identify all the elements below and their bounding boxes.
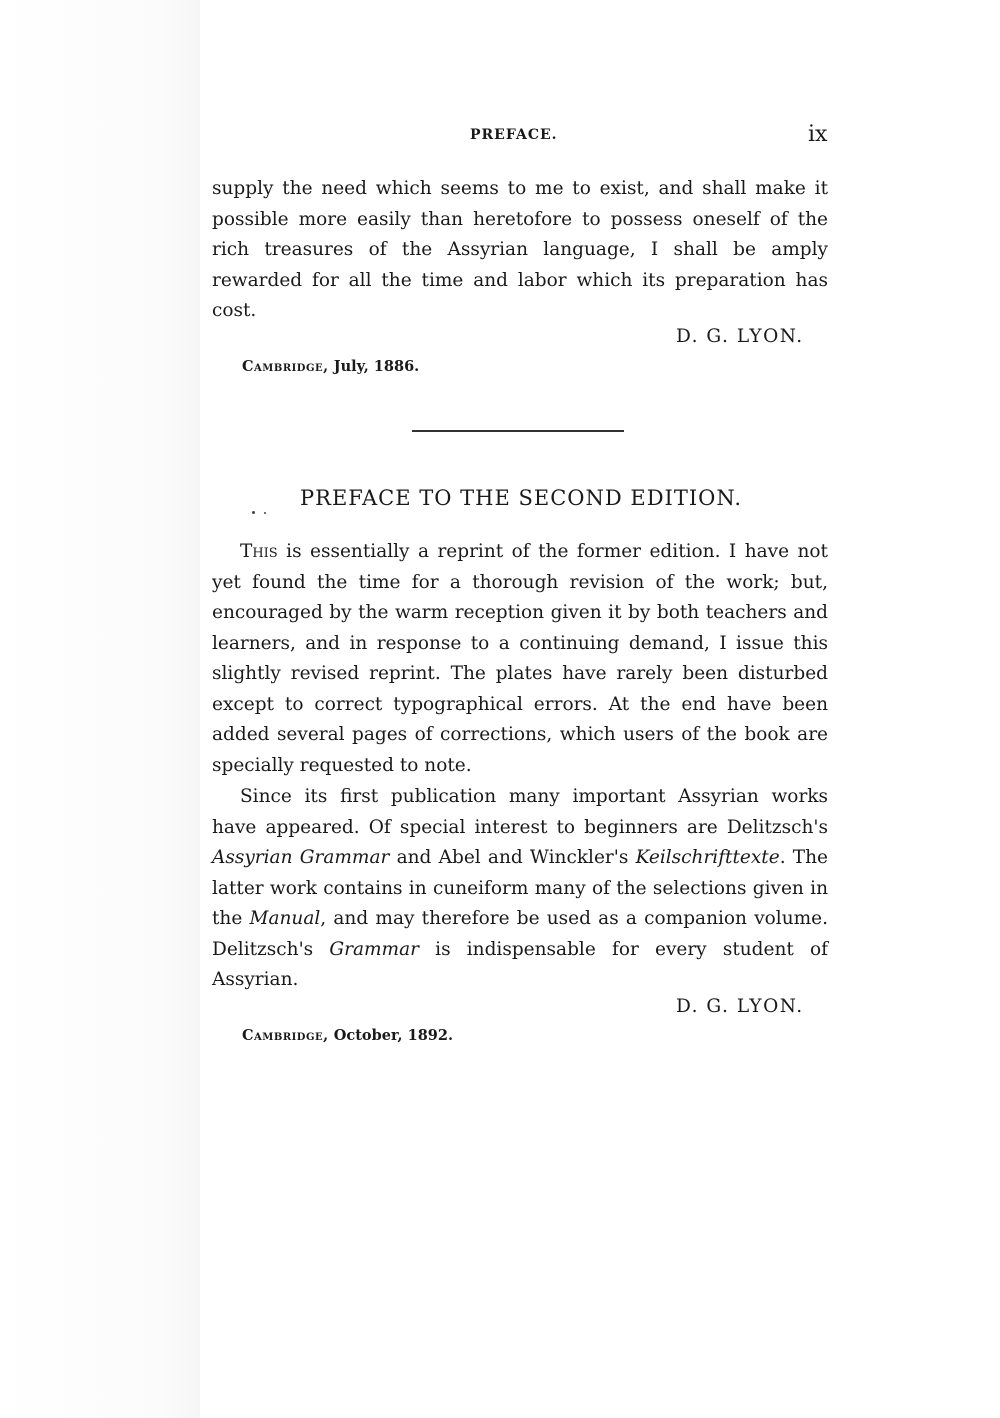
first-preface-signature: D. G. LYON.	[676, 326, 804, 347]
second-preface-paragraph-2	[212, 782, 828, 996]
dateline-place: Cambridge,	[242, 358, 329, 375]
first-preface-dateline	[242, 358, 419, 375]
paragraph-text: . The latter work contains in cuneiform many of the selections given in the	[212, 847, 829, 929]
second-preface-signature: D. G. LYON.	[676, 996, 804, 1017]
paragraph-text: Since its first publication many important Assyrian works have appeared. Of special interest to beginners are Delitzsch's	[212, 786, 828, 838]
page-number: ix	[808, 122, 828, 147]
paragraph-text: is indispensable for every student of Assyrian.	[212, 938, 828, 990]
book-title-italic: Keilschrifttexte	[635, 847, 780, 868]
paragraph-text: is essentially a reprint of the former edition. I have not yet found the time for a thorough revision of the work; but, encouraged by the warm reception given it by both teachers and learners, and in response to a continuing demand, I issue this slightly revised reprint. The plates have rarely been disturbed except to correct typographical errors. At the end have been added several pages of corrections, which users of the book are specially requested to note.	[212, 541, 828, 776]
dateline-date: October, 1892.	[328, 1027, 454, 1044]
second-edition-title: PREFACE TO THE SECOND EDITION.	[300, 486, 743, 510]
dateline-date: July, 1886.	[328, 358, 420, 375]
book-title-italic: Grammar	[329, 938, 419, 960]
running-head	[0, 124, 1000, 148]
section-divider-rule	[412, 430, 624, 432]
paragraph-text: and Abel and Winckler's	[389, 847, 636, 868]
page-margin-shade	[0, 0, 200, 1418]
second-preface-paragraph-1	[212, 537, 828, 781]
paragraph-lead-word: This	[240, 541, 278, 562]
running-title: PREFACE.	[470, 127, 558, 143]
paragraph-text: , and may therefore be used as a companion volume. Delitzsch's	[212, 908, 828, 960]
book-title-italic: Assyrian Grammar	[212, 847, 390, 868]
dateline-place: Cambridge,	[242, 1027, 329, 1044]
print-speck	[264, 512, 266, 514]
first-preface-paragraph: supply the need which seems to me to exist, and shall make it possible more easily than heretofore to possess oneself of the rich treasures of the Assyrian language, I shall be amply rewarded for all the time and labor which its preparation has cost.	[212, 178, 828, 321]
second-preface-dateline	[242, 1027, 453, 1044]
print-speck	[252, 511, 255, 514]
book-title-italic: Manual	[249, 908, 321, 929]
